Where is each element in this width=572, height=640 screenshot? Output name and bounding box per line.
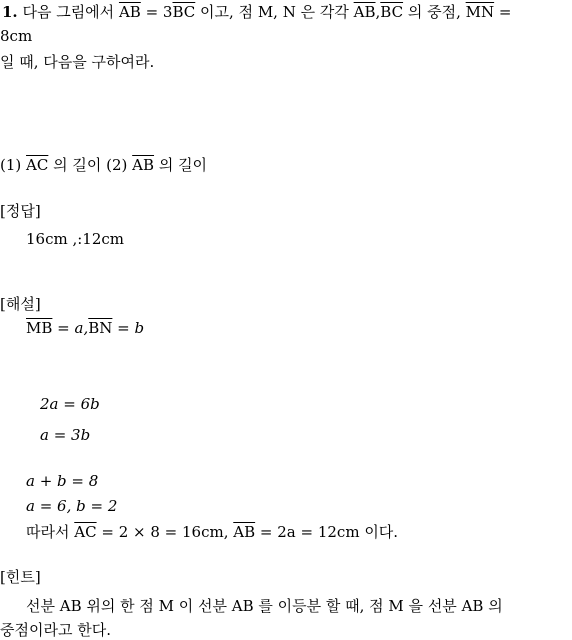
problem-line-2: 8cm — [0, 27, 33, 45]
equation-1: 2a = 6b — [40, 395, 100, 413]
problem-line-3: 일 때, 다음을 구하여라. — [0, 53, 155, 71]
hint-line-1: 선분 AB 위의 한 점 M 이 선분 AB 를 이등분 할 때, 점 M 을 선분 AB 의 — [26, 597, 503, 615]
answer-text: 16cm ,:12cm — [26, 230, 125, 248]
explanation-conclusion: 따라서 $\overline{AC} = 2 \times 8 = 16cm$, $\overline{AB} = 2a = 12cm$ 이다. — [26, 523, 399, 541]
hint-heading: [힌트] — [0, 568, 41, 586]
problem-line-1: 1. 다음 그림에서 $\overline{AB} = 3\overline{BC}$ 이고, 점 M, N 은 각각 $\overline{AB},\overline{BC}$ 의 중점, $\overline{MN}$ = — [2, 3, 512, 21]
answer-heading: [정답] — [0, 202, 41, 220]
equation-2: a = 3b — [40, 426, 91, 444]
questions-line: (1) $\overline{AC}$ 의 길이 (2) $\overline{AB}$ 의 길이 — [0, 156, 208, 174]
equation-3: a + b = 8 — [26, 472, 99, 490]
equation-4: a = 6, b = 2 — [26, 497, 118, 515]
hint-line-2: 중점이라고 한다. — [0, 621, 111, 639]
problem-number: 1. — [2, 3, 18, 21]
explanation-definition: $\overline{MB} = a,\overline{BN} = b$ — [26, 319, 145, 337]
explanation-heading: [해설] — [0, 295, 41, 313]
